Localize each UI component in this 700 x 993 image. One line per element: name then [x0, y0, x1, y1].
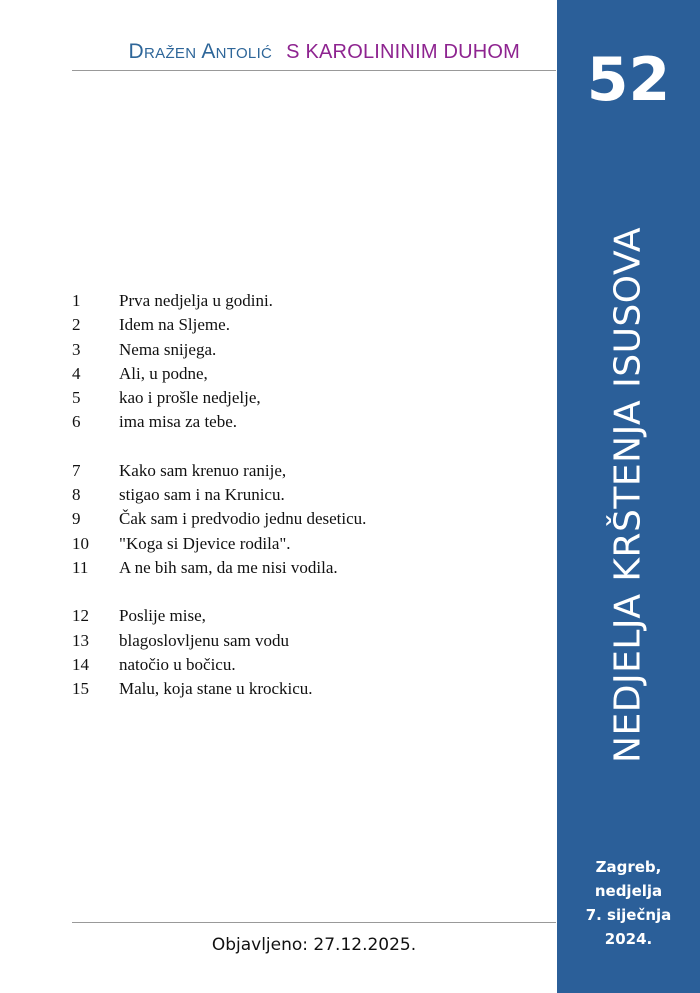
footer-divider: [72, 922, 556, 923]
line-text: Poslije mise,: [119, 606, 206, 626]
line-number: 14: [72, 654, 89, 674]
page-header: [72, 40, 556, 70]
line-text: natočio u bočicu.: [119, 654, 236, 674]
line-text: Ali, u podne,: [119, 363, 208, 383]
poem-line: [72, 677, 542, 701]
line-number: 10: [72, 533, 89, 553]
line-text: Čak sam i predvodio jednu deseticu.: [119, 509, 367, 529]
line-number: 6: [72, 412, 81, 432]
poem-line: [72, 362, 542, 386]
stanza: [72, 289, 542, 435]
line-number: 9: [72, 509, 81, 529]
poem-line: [72, 483, 542, 507]
line-text: stigao sam i na Krunicu.: [119, 485, 285, 505]
line-number: 2: [72, 315, 81, 335]
line-text: Idem na Sljeme.: [119, 315, 230, 335]
stanza: [72, 459, 542, 580]
book-title: S KAROLININIM DUHOM: [286, 41, 520, 63]
poem-line: [72, 410, 542, 434]
poem-line: [72, 459, 542, 483]
place-date: [557, 855, 700, 951]
poem-line: [72, 532, 542, 556]
line-number: 13: [72, 630, 89, 650]
line-number: 4: [72, 363, 81, 383]
line-text: Prva nedjelja u godini.: [119, 291, 273, 310]
poem-line: [72, 313, 542, 337]
line-number: 3: [72, 339, 81, 359]
line-number: 12: [72, 606, 89, 626]
line-number: 8: [72, 485, 81, 505]
poem-line: [72, 629, 542, 653]
line-text: kao i prošle nedjelje,: [119, 388, 261, 408]
stanza: [72, 604, 542, 701]
line-text: blagoslovljenu sam vodu: [119, 630, 289, 650]
place-date-line: nedjelja: [594, 882, 663, 900]
place-date-line: 7. siječnja: [585, 906, 672, 924]
poem-body: [72, 289, 542, 725]
line-text: Kako sam krenuo ranije,: [119, 460, 287, 480]
line-text: Malu, koja stane u krockicu.: [119, 679, 313, 699]
line-text: ima misa za tebe.: [119, 412, 238, 432]
line-number: 5: [72, 388, 81, 408]
line-text: "Koga si Djevice rodila".: [119, 533, 291, 553]
place-date-line: Zagreb,: [595, 858, 662, 876]
line-number: 1: [72, 291, 81, 310]
line-text: Nema snijega.: [119, 339, 217, 359]
poem-line: [72, 556, 542, 580]
line-number: 7: [72, 460, 81, 480]
vertical-title: NEDJELJA KRŠTENJA ISUSOVA: [607, 227, 649, 763]
poem-line: [72, 386, 542, 410]
poem-line: [72, 338, 542, 362]
poem-line: [72, 604, 542, 628]
vertical-title-container: [603, 205, 653, 785]
line-number: 11: [72, 557, 89, 577]
side-band: [557, 0, 700, 993]
poem-line: [72, 507, 542, 531]
poem-line: [72, 653, 542, 677]
author-name: Dražen Antolić: [128, 40, 273, 63]
line-text: A ne bih sam, da me nisi vodila.: [119, 557, 338, 577]
header-divider: [72, 70, 556, 71]
poem-line: [72, 289, 542, 313]
place-date-line: 2024.: [604, 930, 653, 948]
published-date: Objavljeno: 27.12.2025.: [211, 935, 417, 955]
line-number: 15: [72, 679, 89, 699]
poem-number: 52: [586, 45, 671, 115]
